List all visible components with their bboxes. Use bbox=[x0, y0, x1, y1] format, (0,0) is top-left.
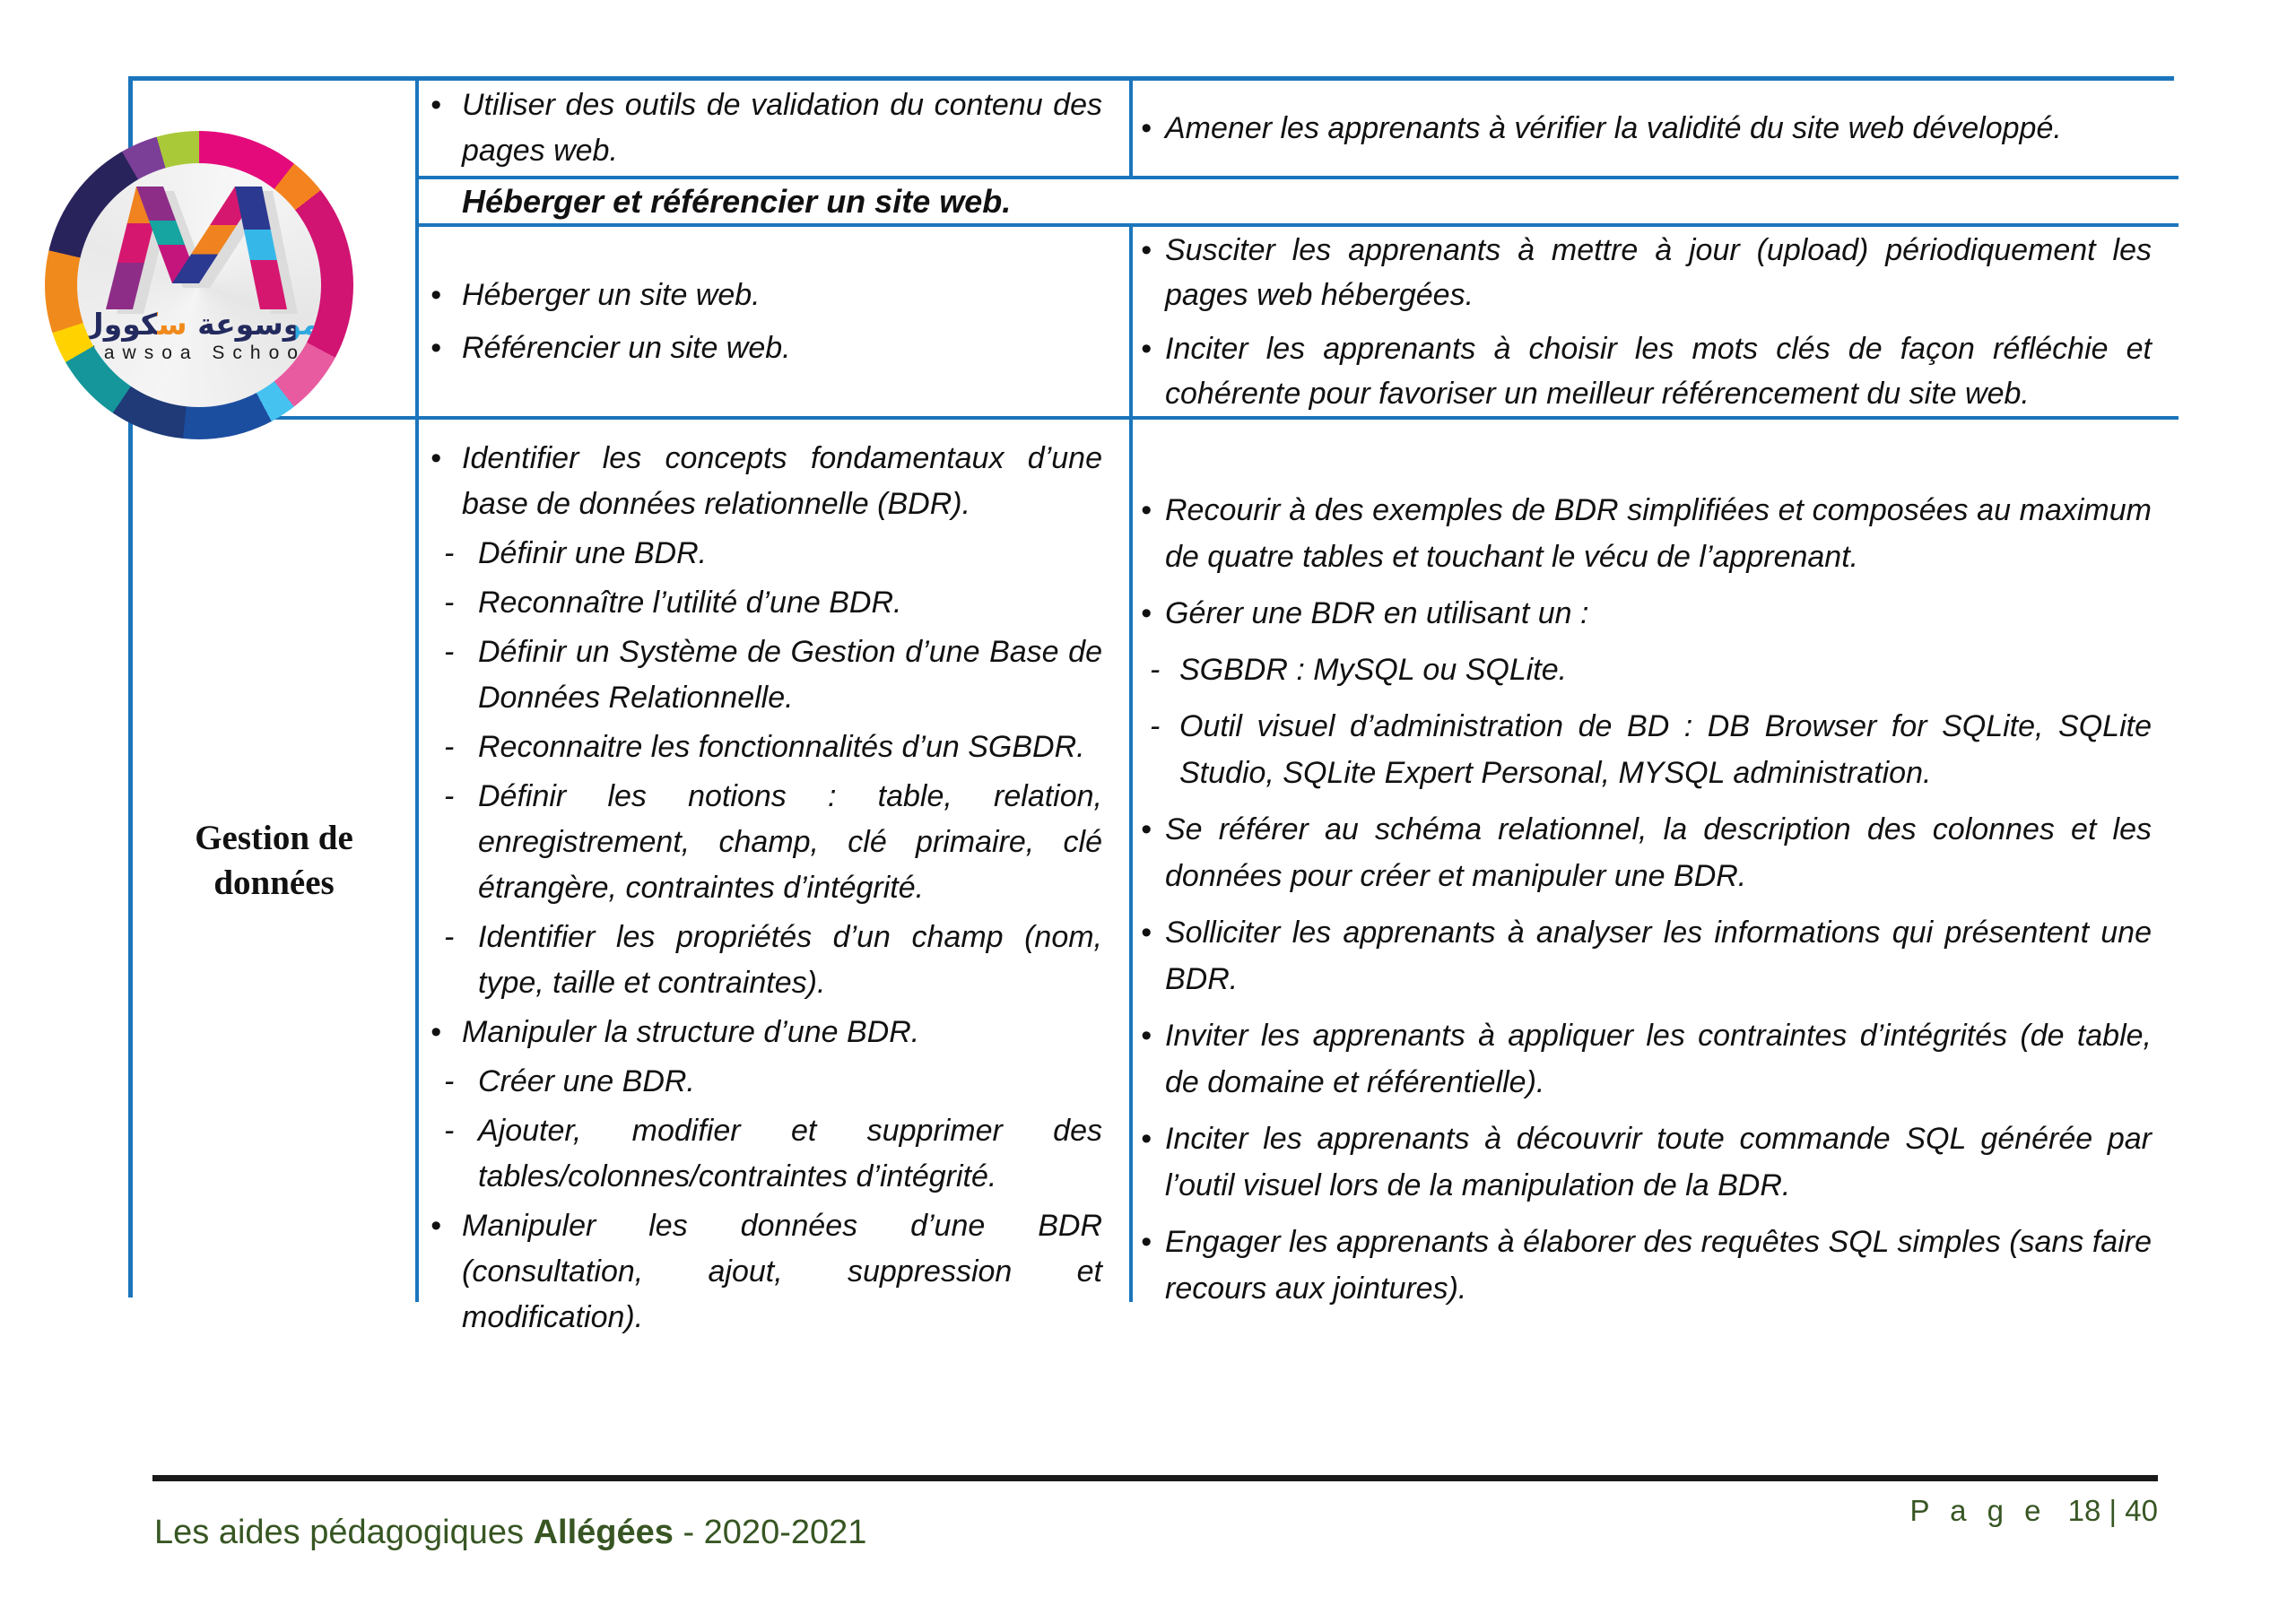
list-item-text: Définir un Système de Gestion d’une Base de Données Relationnelle. bbox=[478, 635, 1102, 715]
footer-title-normal: Les aides pédagogiques bbox=[154, 1514, 525, 1551]
dash-marker: - bbox=[444, 1114, 455, 1148]
list-item bbox=[1133, 590, 2179, 637]
list-item-text: Référencier un site web. bbox=[462, 330, 791, 365]
list-item bbox=[419, 1108, 1129, 1200]
list-item bbox=[419, 82, 1129, 174]
list-item-text: Identifier les concepts fondamentaux d’une base de données relationnelle (BDR). bbox=[462, 441, 1102, 521]
list-item-text: Reconnaitre les fonctionnalités d’un SGBDR. bbox=[478, 730, 1085, 764]
dash-marker: - bbox=[444, 730, 455, 764]
list-item-text: Outil visuel d’administration de BD : DB Browser for SQLite, SQLite Studio, SQLite Expert Personal, MYSQL administration. bbox=[1179, 709, 2152, 790]
list-item bbox=[419, 580, 1129, 626]
footer-rule bbox=[152, 1475, 2158, 1481]
list-item bbox=[419, 273, 1129, 318]
dash-marker: - bbox=[444, 779, 455, 813]
list-item bbox=[1133, 1012, 2179, 1106]
dash-marker: - bbox=[444, 920, 455, 954]
list-item bbox=[1133, 487, 2179, 580]
row-label-line2: données bbox=[213, 864, 335, 902]
footer-page-number bbox=[1910, 1494, 2158, 1528]
list-item-text: SGBDR : MySQL ou SQLite. bbox=[1179, 653, 1568, 687]
bullet-marker: • bbox=[430, 277, 441, 312]
list-item-text: Manipuler les données d’une BDR (consultation, ajout, suppression et modification). bbox=[462, 1209, 1102, 1334]
bullet-marker: • bbox=[430, 1209, 441, 1243]
objectives-cell-web-validation bbox=[419, 81, 1133, 179]
list-item bbox=[1133, 703, 2179, 796]
list-item bbox=[1133, 228, 2179, 317]
list-item-text: Définir les notions : table, relation, enregistrement, champ, clé primaire, clé étrangère, contraintes d’intégrité. bbox=[478, 779, 1102, 905]
list-item bbox=[419, 531, 1129, 577]
list-item-text: Se référer au schéma relationnel, la description des colonnes et les données pour créer et manipuler une BDR. bbox=[1165, 812, 2152, 893]
list-item-text: Recourir à des exemples de BDR simplifiées et composées au maximum de quatre tables et touchant le vécu de l’apprenant. bbox=[1165, 493, 2152, 574]
list-item bbox=[419, 325, 1129, 371]
bullet-marker: • bbox=[1141, 1122, 1152, 1156]
dash-marker: - bbox=[444, 1064, 455, 1098]
section-header-cell bbox=[419, 179, 2179, 227]
objectives-cell-hosting bbox=[419, 227, 1133, 420]
list-item bbox=[1133, 1219, 2179, 1312]
footer-document-title bbox=[154, 1514, 866, 1552]
dash-marker: - bbox=[1150, 653, 1161, 687]
bullet-marker: • bbox=[1141, 916, 1152, 950]
activities-cell-web-validation bbox=[1133, 81, 2179, 179]
bullet-marker: • bbox=[1141, 1225, 1152, 1259]
list-item-text: Identifier les propriétés d’un champ (nom, type, taille et contraintes). bbox=[478, 920, 1102, 1000]
footer-page-value: 18 | 40 bbox=[2067, 1494, 2158, 1527]
bullet-marker: • bbox=[430, 441, 441, 475]
list-item-text: Amener les apprenants à vérifier la validité du site web développé. bbox=[1165, 110, 2062, 145]
bullet-marker: • bbox=[430, 1015, 441, 1049]
list-item-text: Gérer une BDR en utilisant un : bbox=[1165, 596, 1589, 630]
list-item bbox=[1133, 806, 2179, 899]
logo-arabic-word1: موسوعة bbox=[197, 307, 320, 342]
list-item bbox=[419, 1059, 1129, 1105]
list-item-text: Susciter les apprenants à mettre à jour (upload) périodiquement les pages web hébergées. bbox=[1165, 232, 2152, 312]
objectives-cell-database bbox=[419, 420, 1133, 1334]
dash-marker: - bbox=[444, 635, 455, 669]
list-item-text: Ajouter, modifier et supprimer des tables/colonnes/contraintes d’intégrité. bbox=[478, 1114, 1102, 1193]
row-label-line1: Gestion de bbox=[195, 819, 353, 857]
mawsoa-school-logo bbox=[45, 131, 353, 439]
list-item bbox=[1133, 647, 2179, 693]
dash-marker: - bbox=[444, 586, 455, 620]
list-item-text: Héberger un site web. bbox=[462, 277, 761, 312]
list-item-text: Inciter les apprenants à découvrir toute commande SQL générée par l’outil visuel lors de la manipulation de la BDR. bbox=[1165, 1122, 2152, 1202]
bullet-marker: • bbox=[1141, 812, 1152, 846]
bullet-marker: • bbox=[1141, 331, 1152, 366]
list-item bbox=[1133, 106, 2179, 152]
footer-page-word: P a g e bbox=[1909, 1494, 2048, 1527]
pedagogy-table bbox=[128, 76, 2174, 1334]
list-item bbox=[419, 1203, 1129, 1341]
list-item bbox=[419, 774, 1129, 911]
bullet-marker: • bbox=[430, 330, 441, 365]
logo-m-icon bbox=[97, 178, 301, 314]
list-item-text: Solliciter les apprenants à analyser les informations qui présentent une BDR. bbox=[1165, 916, 2152, 996]
footer-title-year: - 2020-2021 bbox=[683, 1514, 867, 1551]
list-item bbox=[419, 629, 1129, 721]
list-item-text: Engager les apprenants à élaborer des requêtes SQL simples (sans faire recours aux jointures). bbox=[1165, 1225, 2152, 1306]
section-header-text: Héberger et référencier un site web. bbox=[462, 183, 1012, 220]
bullet-marker: • bbox=[1141, 493, 1152, 527]
list-item-text: Reconnaître l’utilité d’une BDR. bbox=[478, 586, 902, 620]
list-item bbox=[419, 725, 1129, 770]
dash-marker: - bbox=[444, 536, 455, 570]
list-item bbox=[1133, 326, 2179, 416]
logo-arabic-name bbox=[77, 308, 321, 341]
bullet-marker: • bbox=[1141, 110, 1152, 145]
list-item-text: Manipuler la structure d’une BDR. bbox=[462, 1015, 920, 1049]
list-item-text: Utiliser des outils de validation du contenu des pages web. bbox=[462, 88, 1102, 168]
row-label-gestion-de-donnees bbox=[133, 420, 419, 1302]
bullet-marker: • bbox=[1141, 1019, 1152, 1053]
list-item bbox=[1133, 1115, 2179, 1209]
logo-arabic-word2: سكوول bbox=[78, 307, 187, 342]
list-item-text: Inviter les apprenants à appliquer les contraintes d’intégrités (de table, de domaine et référentielle). bbox=[1165, 1019, 2152, 1099]
list-item bbox=[419, 1010, 1129, 1055]
logo-latin-name: Mawsoa School bbox=[80, 343, 318, 363]
list-item-text: Inciter les apprenants à choisir les mots clés de façon réfléchie et cohérente pour favoriser un meilleur référencement du site web. bbox=[1165, 331, 2152, 411]
list-item bbox=[419, 436, 1129, 527]
activities-cell-database bbox=[1133, 420, 2179, 1306]
list-item-text: Définir une BDR. bbox=[478, 536, 708, 570]
bullet-marker: • bbox=[1141, 596, 1152, 630]
list-item-text: Créer une BDR. bbox=[478, 1064, 695, 1098]
footer-title-bold: Allégées bbox=[533, 1514, 674, 1551]
bullet-marker: • bbox=[1141, 232, 1152, 267]
list-item bbox=[419, 915, 1129, 1006]
list-item bbox=[1133, 909, 2179, 1002]
logo-inner-disc bbox=[77, 163, 321, 407]
bullet-marker: • bbox=[430, 88, 441, 122]
dash-marker: - bbox=[1150, 709, 1161, 743]
activities-cell-hosting bbox=[1133, 227, 2179, 420]
